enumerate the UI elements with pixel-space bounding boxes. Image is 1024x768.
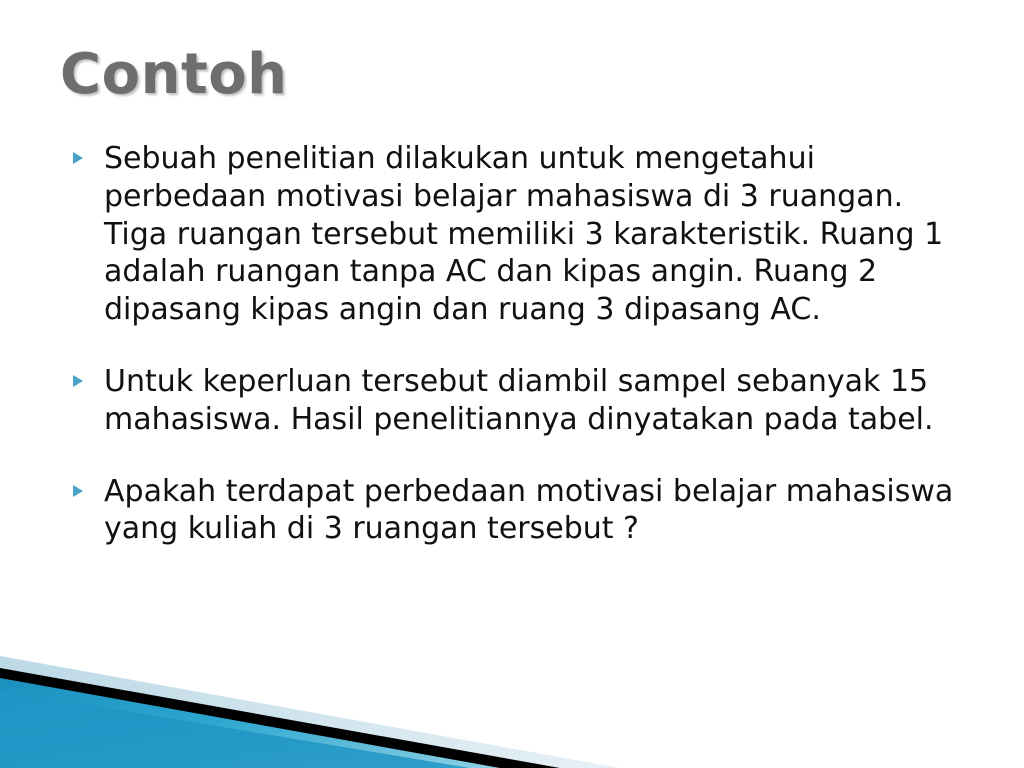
list-item-text: Sebuah penelitian dilakukan untuk mengetahui perbedaan motivasi belajar mahasiswa di 3 ruangan. Tiga ruangan tersebut memiliki 3 karakteristik. Ruang 1 adalah ruangan tanpa AC dan kipas angin. Ruang 2 dipasang kipas angin dan ruang 3 dipasang AC.	[104, 141, 944, 328]
list-item-text: Untuk keperluan tersebut diambil sampel sebanyak 15 mahasiswa. Hasil penelitiannya dinyatakan pada tabel.	[104, 363, 934, 437]
slide-body	[70, 140, 970, 582]
list-item	[70, 140, 970, 329]
list-item	[70, 363, 970, 439]
triangle-bullet-icon	[70, 140, 104, 166]
list-item	[70, 473, 970, 549]
triangle-bullet-icon	[70, 473, 104, 499]
page-title: Contoh	[60, 42, 288, 107]
list-item-text: Apakah terdapat perbedaan motivasi belajar mahasiswa yang kuliah di 3 ruangan tersebut ?	[104, 473, 954, 547]
triangle-bullet-icon	[70, 363, 104, 389]
slide-decoration	[0, 638, 620, 768]
